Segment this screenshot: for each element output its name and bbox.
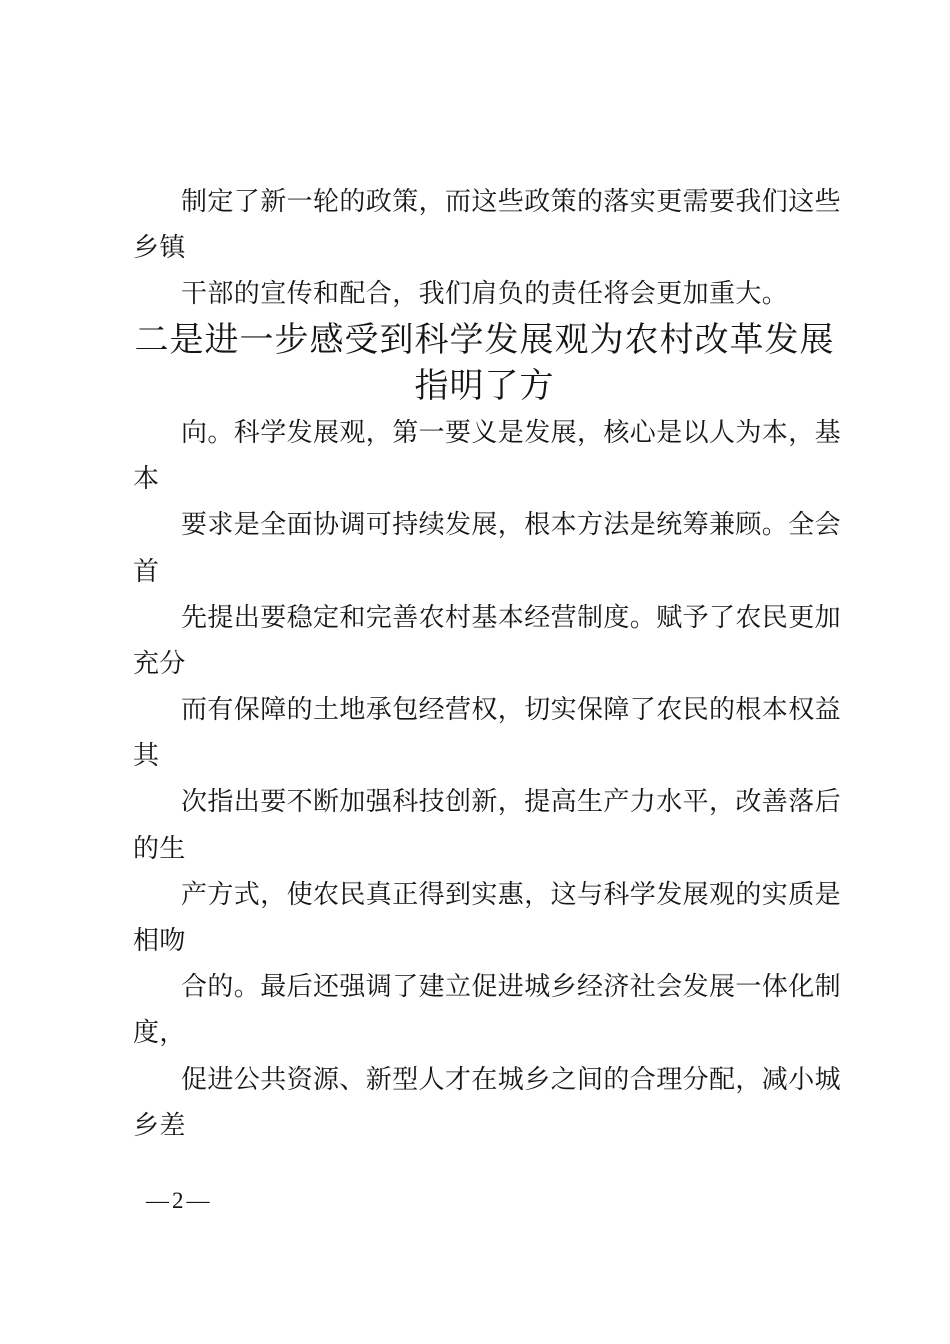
body-line: 向。科学发展观，第一要义是发展，核心是以人为本，基: [181, 417, 842, 447]
body-line: 相吻: [133, 926, 186, 955]
page-number: —2—: [146, 1188, 213, 1213]
body-line: 乡差: [133, 1110, 186, 1140]
heading-line: 二是进一步感受到科学发展观为农村改革发展: [134, 321, 835, 359]
body-line: 制定了新一轮的政策，而这些政策的落实更需要我们这些: [181, 187, 842, 216]
body-line: 乡镇: [133, 233, 186, 263]
body-line: 先提出要稳定和完善农村基本经营制度。赋予了农民更加: [181, 602, 842, 632]
body-line: 度，: [133, 1018, 186, 1048]
document-text-block: [133, 179, 842, 1149]
body-line: 本: [133, 464, 160, 494]
body-line: 首: [133, 556, 160, 586]
body-line: 促进公共资源、新型人才在城乡之间的合理分配，减小城: [181, 1064, 842, 1094]
body-line: 干部的宣传和配合，我们肩负的责任将会更加重大。: [181, 279, 789, 309]
body-line: 而有保障的土地承包经营权，切实保障了农民的根本权益: [181, 695, 842, 725]
body-line: 充分: [133, 648, 186, 678]
body-line: 要求是全面协调可持续发展，根本方法是统筹兼顾。全会: [181, 510, 842, 540]
body-line: 产方式，使农民真正得到实惠，这与科学发展观的实质是: [181, 879, 842, 909]
body-line: 其: [133, 741, 160, 771]
body-line: 次指出要不断加强科技创新，提高生产力水平，改善落后: [181, 787, 842, 817]
body-line: 的生: [133, 833, 186, 863]
heading-line: 指明了方: [414, 367, 555, 405]
body-line: 合的。最后还强调了建立促进城乡经济社会发展一体化制: [181, 972, 842, 1002]
